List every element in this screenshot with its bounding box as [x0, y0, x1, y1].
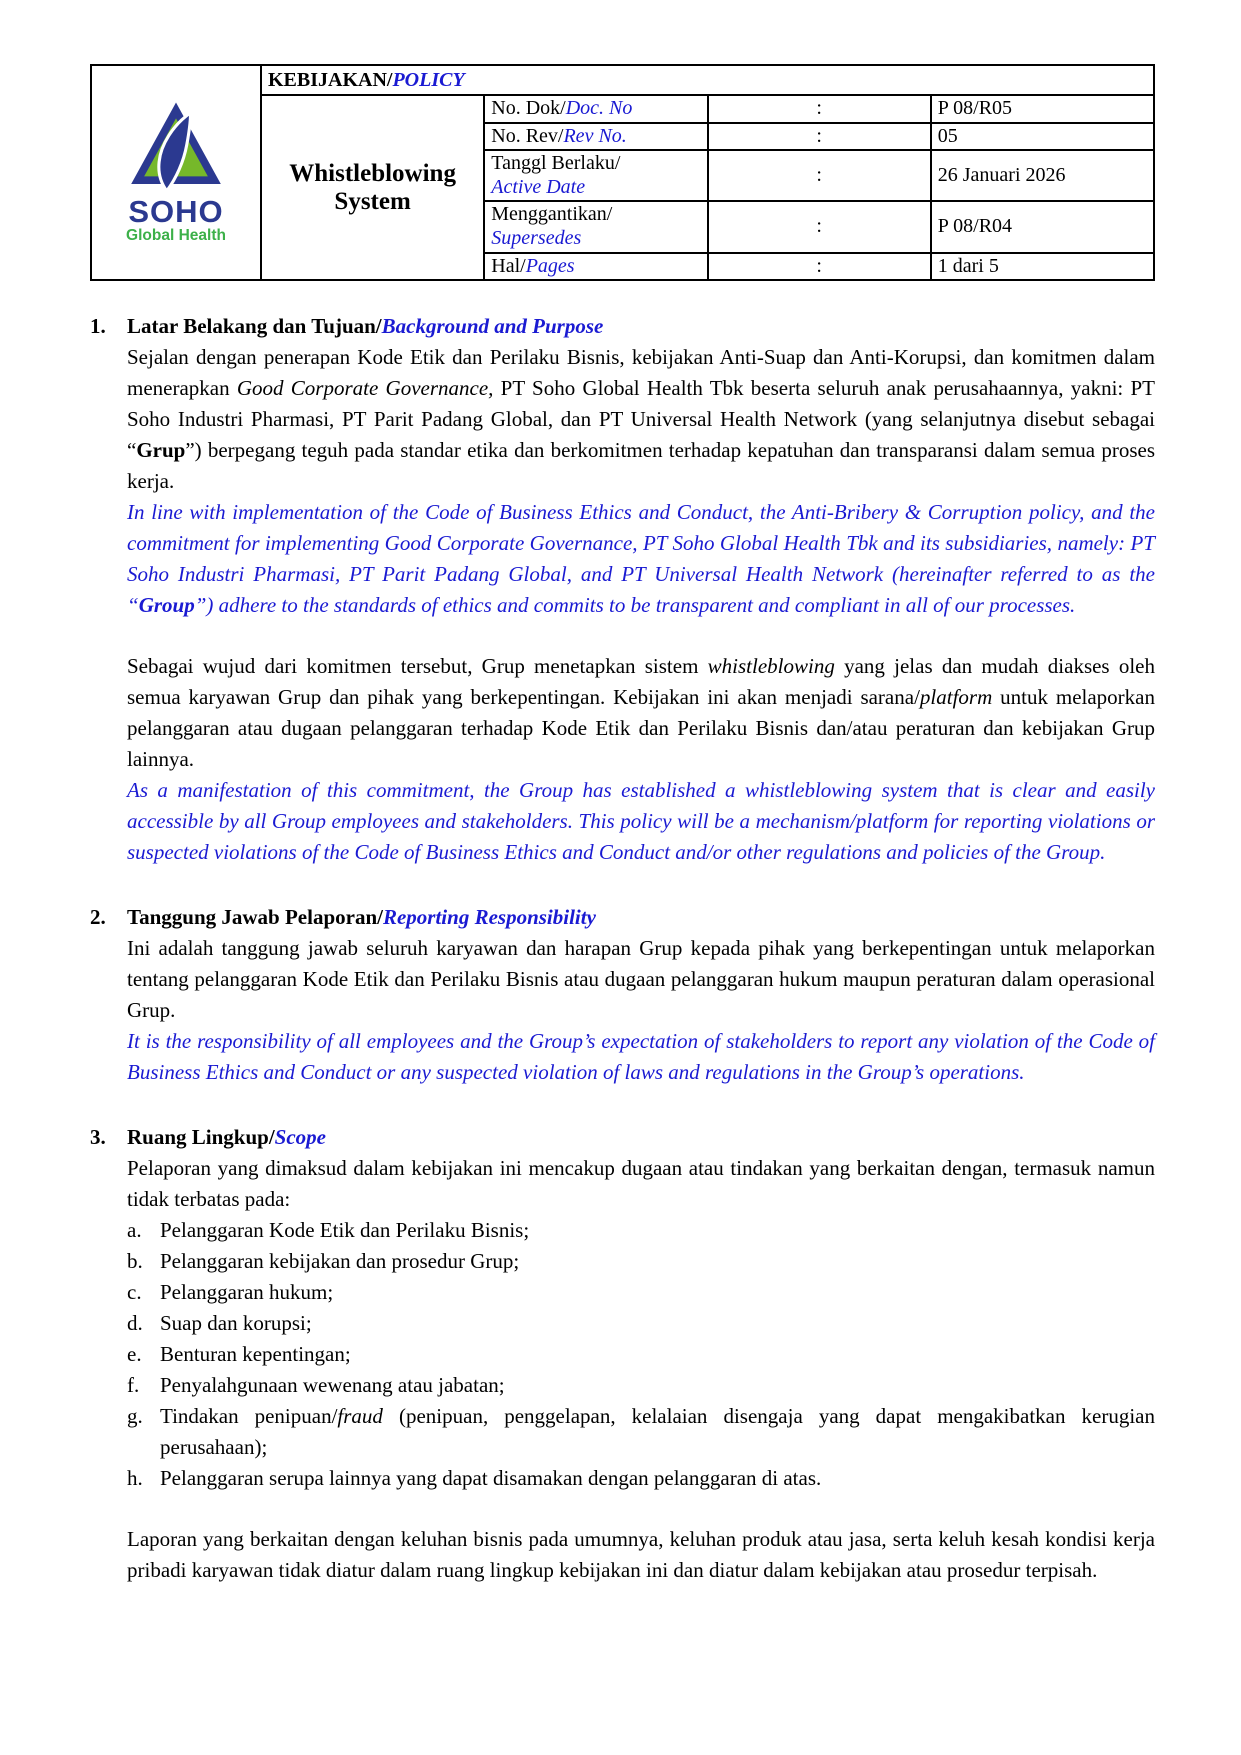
text-segment: Sebagai wujud dari komitmen tersebut, Grup menetapkan sistem [127, 654, 708, 679]
text-segment: Pelanggaran kebijakan dan prosedur Grup; [160, 1249, 520, 1274]
paragraph-indonesian [127, 1524, 1155, 1586]
paragraph-indonesian [127, 933, 1155, 1026]
doc-no-colon: : [708, 95, 931, 123]
text-segment: Pelanggaran serupa lainnya yang dapat disamakan dengan pelanggaran di atas. [160, 1466, 822, 1491]
text-segment: Reporting Responsibility [382, 905, 596, 930]
paragraph-english [127, 1026, 1155, 1088]
section-number: 1. [90, 314, 106, 339]
list-item [127, 1401, 1155, 1463]
paragraph-english [127, 775, 1155, 868]
logo-tagline-text: Global Health [126, 226, 226, 244]
rev-no-colon: : [708, 123, 931, 151]
text-segment: Pelanggaran Kode Etik dan Perilaku Bisnis; [160, 1218, 530, 1243]
text-segment: Penyalahgunaan wewenang atau jabatan; [160, 1373, 505, 1398]
text-segment: (penipuan, penggelapan, kelalaian disengaja yang dapat mengakibatkan kerugian perusahaan); [160, 1404, 1155, 1460]
active-date-colon: : [708, 150, 931, 201]
list-item-text [160, 1401, 1155, 1463]
text-segment: Grup [136, 438, 186, 463]
doc-no-value: P 08/R05 [931, 95, 1154, 123]
list-item-text [160, 1277, 1155, 1308]
lettered-list [127, 1215, 1155, 1494]
list-item [127, 1370, 1155, 1401]
pages-colon: : [708, 253, 931, 281]
section-title [127, 1122, 1155, 1153]
pages-label: Hal/Pages [484, 253, 707, 281]
blank-line [127, 1494, 1155, 1524]
list-item-text [160, 1339, 1155, 1370]
list-item-text [160, 1215, 1155, 1246]
doc-type-cell [261, 65, 1154, 95]
document-header-table [90, 64, 1155, 281]
list-item-letter: b. [127, 1249, 143, 1274]
section-1 [90, 311, 1155, 868]
list-item-letter: a. [127, 1218, 142, 1243]
list-item [127, 1463, 1155, 1494]
doc-type-english: POLICY [392, 68, 465, 91]
list-item [127, 1215, 1155, 1246]
section-heading [90, 902, 1155, 933]
text-segment: Pelaporan yang dimaksud dalam kebijakan ini mencakup dugaan atau tindakan yang berkaitan dengan, termasuk namun tidak terbatas pada: [127, 1156, 1155, 1212]
supersedes-label: Menggantikan/ Supersedes [484, 201, 707, 252]
active-date-label: Tanggl Berlaku/ Active Date [484, 150, 707, 201]
pages-value: 1 dari 5 [931, 253, 1154, 281]
list-item [127, 1339, 1155, 1370]
paragraph-english [127, 497, 1155, 621]
text-segment: Ruang Lingkup/ [127, 1125, 275, 1150]
document-title: Whistleblowing System [289, 159, 456, 215]
list-item-text [160, 1308, 1155, 1339]
list-item-letter: c. [127, 1280, 142, 1305]
supersedes-value: P 08/R04 [931, 201, 1154, 252]
text-segment: Background and Purpose [381, 314, 604, 339]
list-item-letter: e. [127, 1342, 142, 1367]
text-segment: Sejalan dengan penerapan Kode Etik dan Perilaku Bisnis, kebijakan Anti-Suap dan Anti-Korupsi, dan komitmen dalam menerapkan [127, 345, 1155, 401]
text-segment: untuk melaporkan pelanggaran atau dugaan pelanggaran terhadap Kode Etik dan Perilaku Bisnis dan/atau peraturan dan kebijakan Grup lainnya. [127, 685, 1155, 772]
active-date-value: 26 Januari 2026 [931, 150, 1154, 201]
list-item-letter: g. [127, 1404, 143, 1429]
doc-type-indonesian: KEBIJAKAN/ [268, 68, 393, 91]
text-segment: ”) adhere to the standards of ethics and commits to be transparent and compliant in all of our processes. [194, 593, 1076, 618]
list-item-text [160, 1463, 1155, 1494]
text-segment: ”) berpegang teguh pada standar etika dan berkomitmen terhadap kepatuhan dan transparansi dalam semua proses kerja. [127, 438, 1155, 494]
logo-cell [91, 65, 261, 280]
text-segment: yang jelas dan mudah diakses oleh semua karyawan Grup dan pihak yang berkepentingan. Kebijakan ini akan menjadi sarana/ [127, 654, 1155, 710]
text-segment: Latar Belakang dan Tujuan/ [127, 314, 382, 339]
section-heading [90, 1122, 1155, 1153]
section-title [127, 902, 1155, 933]
section-content [127, 1153, 1155, 1586]
text-segment: PT Soho Global Health Tbk beserta seluruh anak perusahaannya, yakni: PT Soho Industri Pharmasi, PT Parit Padang Global, dan PT Universal Health Network (yang selanjutnya disebut sebagai “ [127, 376, 1155, 463]
text-segment: In line with implementation of the Code of Business Ethics and Conduct, the Anti-Bribery & Corruption policy, and the commitment for implementing Good Corporate Governance, PT Soho Global Health Tbk and its subsidiaries, namely: PT Soho Industri Pharmasi, PT Parit Padang Global, and PT Universal Health Network (hereinafter referred to as the “ [127, 500, 1155, 618]
text-segment: Good Corporate Governance, [236, 376, 494, 401]
list-item-letter: h. [127, 1466, 143, 1491]
document-body [90, 311, 1155, 1586]
text-segment: Tanggung Jawab Pelaporan/ [127, 905, 383, 930]
section-number: 2. [90, 905, 106, 930]
section-content [127, 342, 1155, 868]
soho-logo-icon [130, 102, 222, 194]
text-segment: Tindakan penipuan/ [160, 1404, 338, 1429]
paragraph-indonesian [127, 342, 1155, 497]
section-number: 3. [90, 1125, 106, 1150]
section-content [127, 933, 1155, 1088]
list-item-text [160, 1246, 1155, 1277]
text-segment: Benturan kepentingan; [160, 1342, 351, 1367]
list-item-letter: f. [127, 1373, 140, 1398]
paragraph-indonesian [127, 651, 1155, 775]
text-segment: As a manifestation of this commitment, the Group has established a whistleblowing system that is clear and easily accessible by all Group employees and stakeholders. This policy will be a mechanism/platform for reporting violations or suspected violations of the Code of Business Ethics and Conduct and/or other regulations and policies of the Group. [127, 778, 1155, 865]
text-segment: fraud [337, 1404, 383, 1429]
list-item-letter: d. [127, 1311, 143, 1336]
blank-line [127, 621, 1155, 651]
text-segment: platform [919, 685, 993, 710]
text-segment: Pelanggaran hukum; [160, 1280, 334, 1305]
logo-brand-text: SOHO [128, 193, 224, 229]
list-item-text [160, 1370, 1155, 1401]
list-item [127, 1308, 1155, 1339]
text-segment: It is the responsibility of all employees and the Group’s expectation of stakeholders to report any violation of the Code of Business Ethics and Conduct or any suspected violation of laws and regulations in the Group’s operations. [127, 1029, 1155, 1085]
text-segment: Suap dan korupsi; [160, 1311, 312, 1336]
supersedes-colon: : [708, 201, 931, 252]
document-title-cell [261, 95, 484, 280]
text-segment: whistleblowing [707, 654, 835, 679]
rev-no-label: No. Rev/Rev No. [484, 123, 707, 151]
section-3 [90, 1122, 1155, 1586]
rev-no-value: 05 [931, 123, 1154, 151]
text-segment: Ini adalah tanggung jawab seluruh karyawan dan harapan Grup kepada pihak yang berkepentingan untuk melaporkan tentang pelanggaran Kode Etik dan Perilaku Bisnis atau dugaan pelanggaran hukum maupun peraturan dalam operasional Grup. [127, 936, 1155, 1023]
paragraph-indonesian [127, 1153, 1155, 1215]
section-2 [90, 902, 1155, 1088]
list-item [127, 1277, 1155, 1308]
section-title [127, 311, 1155, 342]
text-segment: Scope [274, 1125, 326, 1150]
text-segment: Group [138, 593, 195, 618]
section-heading [90, 311, 1155, 342]
doc-no-label: No. Dok/Doc. No [484, 95, 707, 123]
list-item [127, 1246, 1155, 1277]
text-segment: Laporan yang berkaitan dengan keluhan bisnis pada umumnya, keluhan produk atau jasa, serta keluh kesah kondisi kerja pribadi karyawan tidak diatur dalam ruang lingkup kebijakan ini dan diatur dalam kebijakan atau prosedur terpisah. [127, 1527, 1155, 1583]
